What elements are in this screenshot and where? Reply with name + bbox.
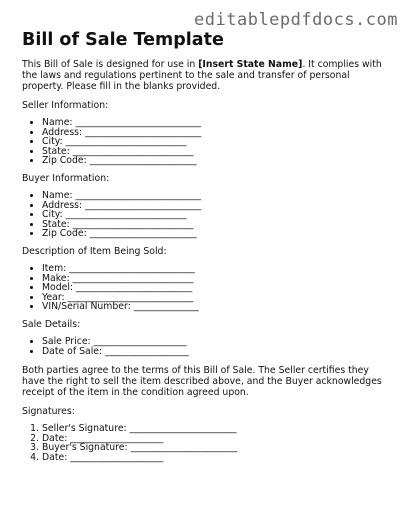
- sale-date-field: • Date of Sale: __________________: [42, 347, 392, 357]
- item-model-field: • Model: _________________________: [42, 283, 392, 293]
- buyer-zip-field: • Zip Code: _______________________: [42, 229, 392, 239]
- item-vin-field: • VIN/Serial Number: ______________: [42, 302, 392, 312]
- seller-name-field: • Name: ___________________________: [42, 118, 392, 128]
- buyer-city-field: • City: __________________________: [42, 210, 392, 220]
- item-year-field: • Year: ___________________________: [42, 293, 392, 303]
- sale-price-field: • Sale Price: ____________________: [42, 337, 392, 347]
- signatures-section-heading: Signatures:: [22, 406, 75, 418]
- seller-field-list: [22, 118, 392, 166]
- seller-date-field: 2. Date: ____________________: [42, 434, 392, 444]
- sale-field-list: [22, 337, 392, 356]
- item-make-field: • Make: __________________________: [42, 274, 392, 284]
- item-field-list: [22, 264, 392, 312]
- buyer-state-field: • State: __________________________: [42, 220, 392, 230]
- buyer-date-field: 4. Date: ____________________: [42, 453, 392, 463]
- sale-section-heading: Sale Details:: [22, 318, 81, 330]
- state-name-placeholder: [Insert State Name]: [198, 59, 303, 70]
- page-title: Bill of Sale Template: [22, 30, 224, 50]
- seller-section-heading: Seller Information:: [22, 100, 109, 111]
- item-name-field: • Item: ___________________________: [42, 264, 392, 274]
- buyer-field-list: [22, 191, 392, 239]
- seller-signature-field: 1. Seller's Signature: _______________________: [42, 424, 392, 434]
- seller-address-field: • Address: _________________________: [42, 128, 392, 138]
- item-section-heading: Description of Item Being Sold:: [22, 245, 167, 257]
- buyer-signature-field: 3. Buyer's Signature: _______________________: [42, 443, 392, 453]
- intro-paragraph: [22, 59, 392, 92]
- intro-text-start: This Bill of Sale is designed for use in: [22, 59, 199, 70]
- signature-field-list: [22, 424, 392, 462]
- document-page: [22, 30, 392, 469]
- buyer-section-heading: Buyer Information:: [22, 172, 110, 184]
- seller-city-field: • City: __________________________: [42, 137, 392, 147]
- seller-zip-field: • Zip Code: _______________________: [42, 156, 392, 166]
- watermark-logo: editablepdfdocs.com: [194, 10, 398, 30]
- buyer-name-field: • Name: ___________________________: [42, 191, 392, 201]
- buyer-address-field: • Address: _________________________: [42, 201, 392, 211]
- seller-state-field: • State: __________________________: [42, 147, 392, 157]
- closing-paragraph: Both parties agree to the terms of this Bill of Sale. The Seller certifies they have the right to sell the item described above, and the Buyer acknowledges receipt of the item in the condition agreed upon.: [22, 365, 382, 399]
- intro-text-end: . It complies with the laws and regulations pertinent to the sale and transfer of personal property. Please fill in the blanks provided.: [22, 59, 382, 92]
